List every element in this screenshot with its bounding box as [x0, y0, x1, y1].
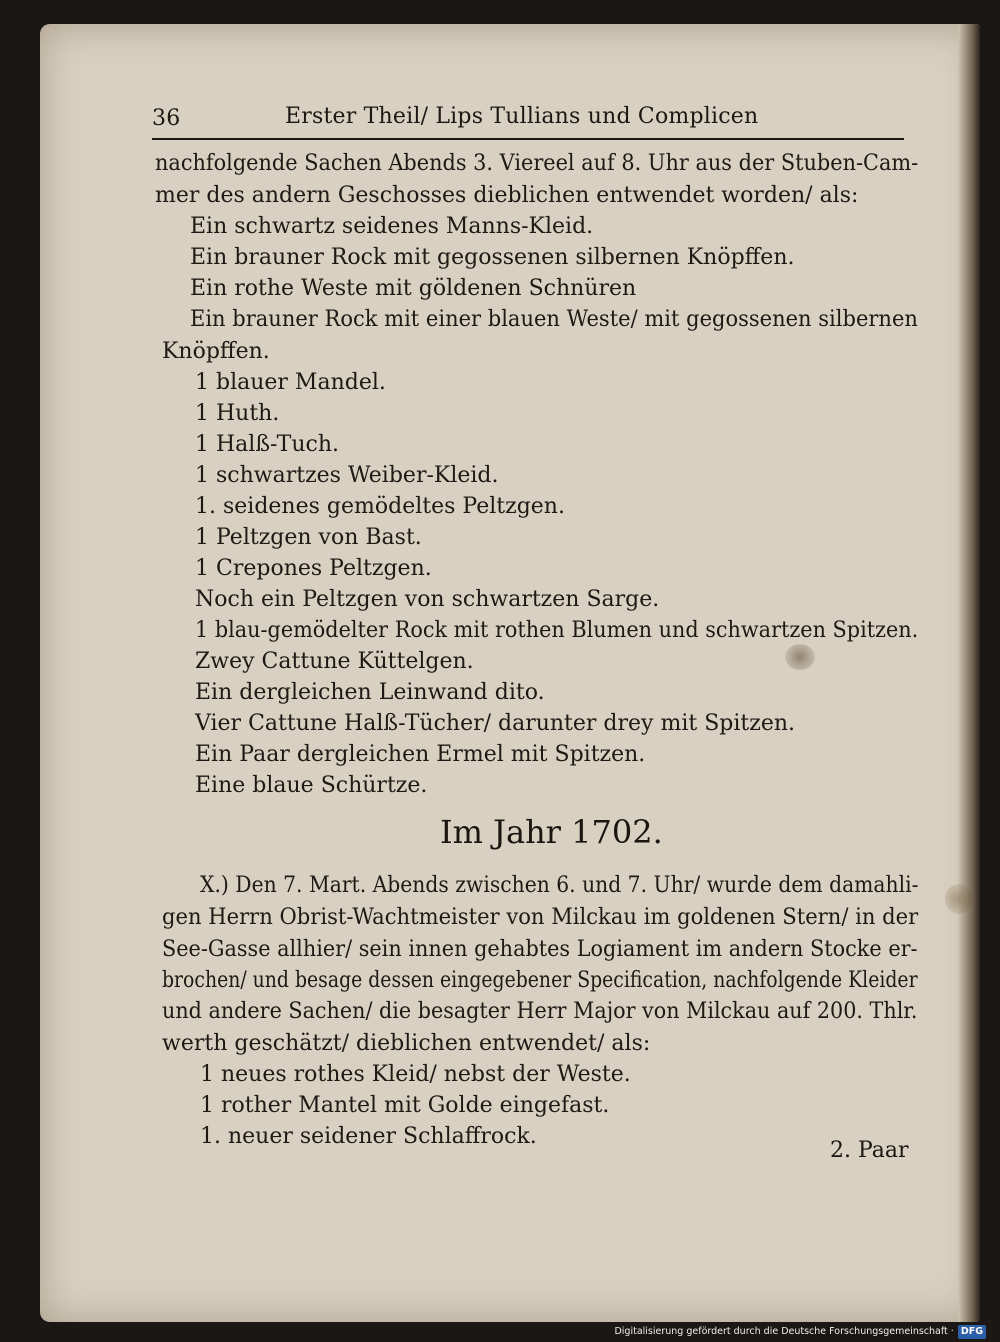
text-line: 1 Halß-Tuch.: [195, 432, 339, 457]
text-line: 1 Peltzgen von Bast.: [195, 525, 422, 550]
text-line: Ein brauner Rock mit gegossenen silbernen Knöpffen.: [190, 245, 795, 270]
running-header: [152, 100, 904, 136]
text-line: Ein dergleichen Leinwand dito.: [195, 680, 545, 705]
text-line: gen Herrn Obrist-Wachtmeister von Milckau im goldenen Stern/ in der: [162, 905, 919, 930]
catchword: 2. Paar: [830, 1138, 909, 1163]
section-heading: Im Jahr 1702.: [440, 813, 663, 851]
text-line: Eine blaue Schürtze.: [195, 773, 428, 798]
text-line: See-Gasse allhier/ sein innen gehabtes Logiament im andern Stocke er-: [162, 937, 918, 962]
text-line: 1 neues rothes Kleid/ nebst der Weste.: [200, 1062, 631, 1087]
text-line: 1 Huth.: [195, 401, 280, 426]
text-line: 1 Crepones Peltzgen.: [195, 556, 432, 581]
text-line: Ein brauner Rock mit einer blauen Weste/ mit gegossenen silbernen: [190, 307, 918, 332]
dfg-logo: DFG: [958, 1325, 986, 1339]
text-line: Zwey Cattune Küttelgen.: [195, 649, 474, 674]
text-line: nachfolgende Sachen Abends 3. Viereel auf 8. Uhr aus der Stuben-Cam-: [155, 151, 919, 176]
text-line: brochen/ und besage dessen eingegebener Specification, nachfolgende Kleider: [162, 968, 918, 993]
running-title: Erster Theil/ Lips Tullians und Complicen: [285, 104, 759, 129]
text-line: mer des andern Geschosses dieblichen entwendet worden/ als:: [155, 183, 859, 208]
text-line: Vier Cattune Halß-Tücher/ darunter drey mit Spitzen.: [195, 711, 796, 736]
book-spine: [958, 24, 980, 1322]
text-line: Ein Paar dergleichen Ermel mit Spitzen.: [195, 742, 646, 767]
text-line: Ein rothe Weste mit göldenen Schnüren: [190, 276, 637, 301]
text-line: 1 schwartzes Weiber-Kleid.: [195, 463, 499, 488]
text-line: werth geschätzt/ dieblichen entwendet/ als:: [162, 1031, 651, 1056]
paper-stain: [945, 884, 973, 914]
text-line: X.) Den 7. Mart. Abends zwischen 6. und 7. Uhr/ wurde dem damahli-: [200, 873, 919, 898]
text-line: Knöpffen.: [162, 339, 270, 364]
page-number: 36: [152, 106, 181, 131]
text-line: 1 blau-gemödelter Rock mit rothen Blumen und schwartzen Spitzen.: [195, 618, 919, 643]
digitization-credit: [614, 1325, 986, 1339]
text-line: und andere Sachen/ die besagter Herr Major von Milckau auf 200. Thlr.: [162, 999, 918, 1024]
text-line: 1 rother Mantel mit Golde eingefast.: [200, 1093, 610, 1118]
text-line: 1. neuer seidener Schlaffrock.: [200, 1124, 537, 1149]
paper-stain: [785, 644, 815, 670]
header-rule: [152, 138, 904, 140]
text-line: 1 blauer Mandel.: [195, 370, 386, 395]
text-line: 1. seidenes gemödeltes Peltzgen.: [195, 494, 565, 519]
credit-text: Digitalisierung gefördert durch die Deutsche Forschungsgemeinschaft ·: [614, 1326, 954, 1337]
text-line: Noch ein Peltzgen von schwartzen Sarge.: [195, 587, 660, 612]
text-line: Ein schwartz seidenes Manns-Kleid.: [190, 214, 594, 239]
